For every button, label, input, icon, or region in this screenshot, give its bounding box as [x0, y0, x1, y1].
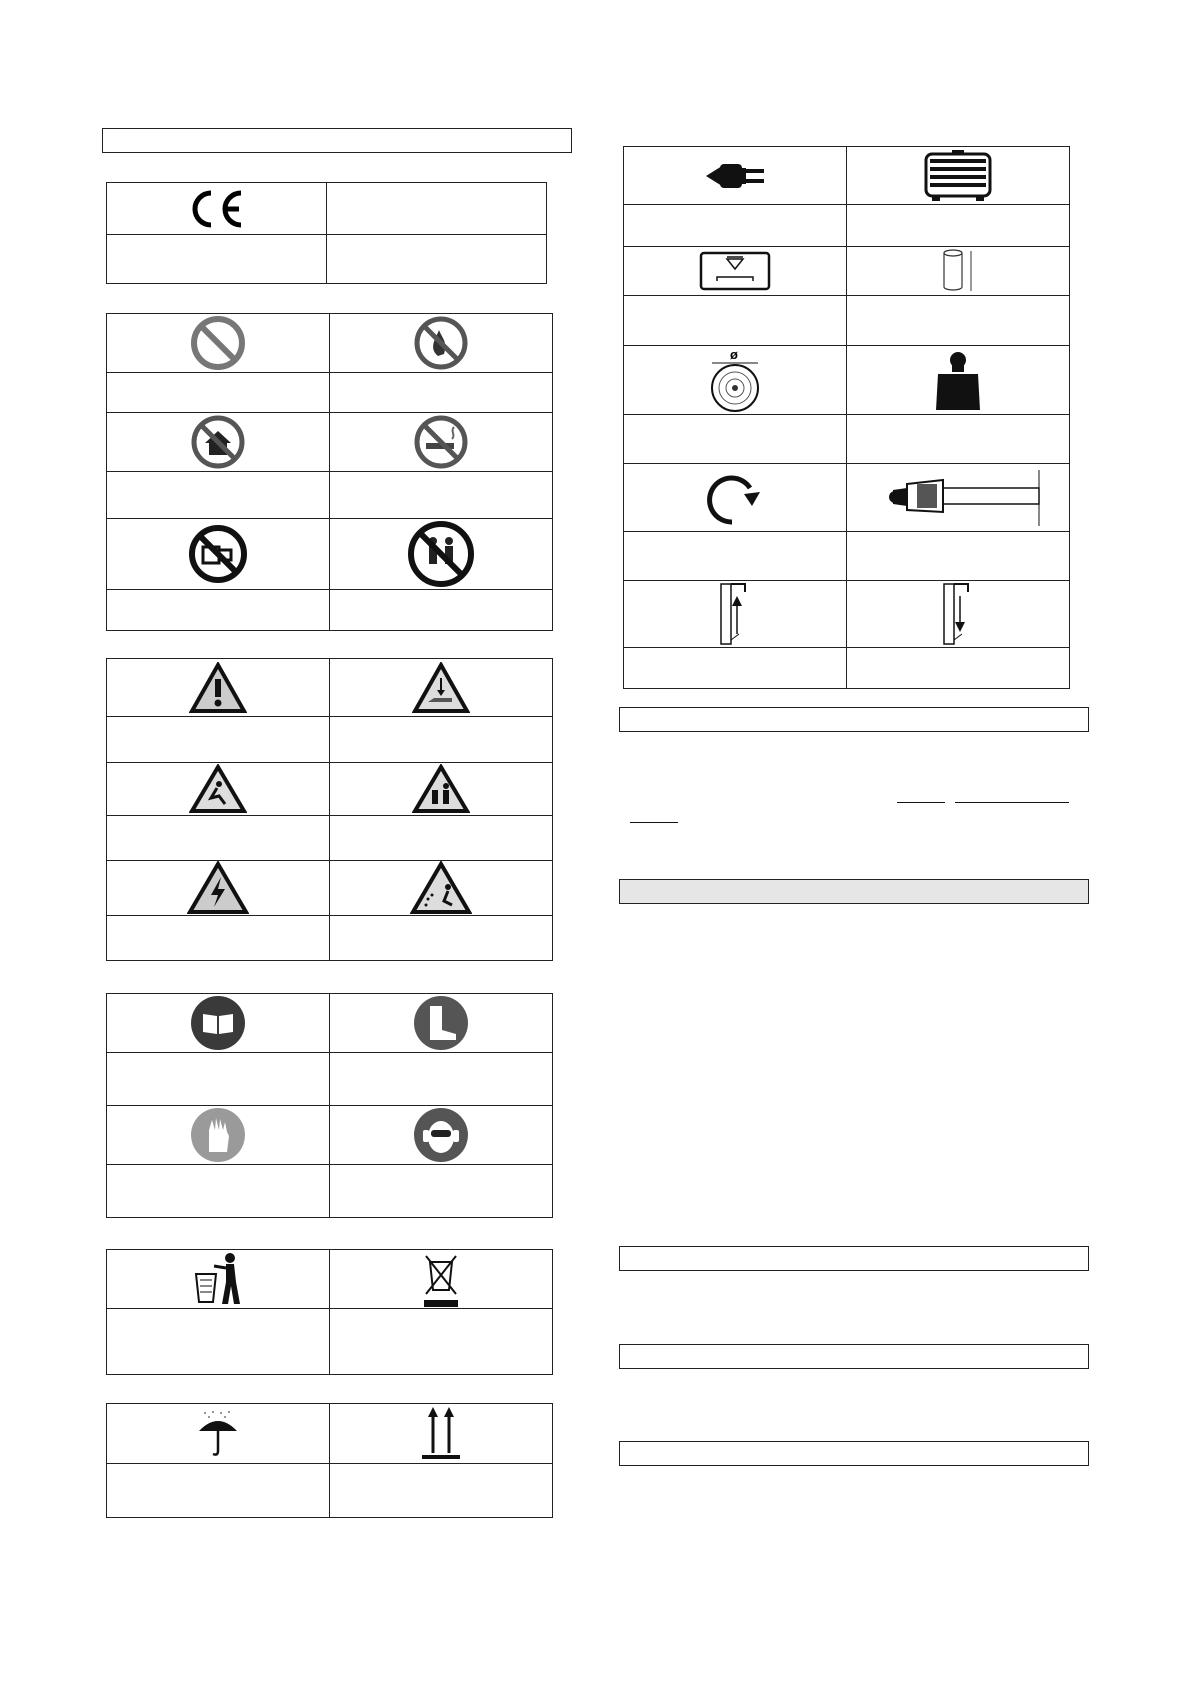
section-header-e: [619, 1441, 1089, 1466]
keep-dry-label: [107, 1489, 329, 1493]
section-header-shaded: [619, 879, 1089, 904]
trip-hazard-icon: [189, 764, 247, 814]
face-ear-protection-icon: [412, 1106, 470, 1164]
log-diameter-icon: [700, 346, 770, 414]
rotation-direction-icon: [700, 466, 770, 530]
litter-bin-label: [107, 1340, 329, 1344]
section-header-b: [619, 707, 1089, 732]
no-smoking-icon: [412, 413, 470, 471]
ram-up-icon: [715, 582, 755, 646]
general-warning-icon: [189, 662, 247, 714]
underline-link-3[interactable]: [630, 822, 678, 823]
packaging-table: [106, 1403, 553, 1518]
ram-down-icon: [938, 582, 978, 646]
safety-boots-icon: [412, 994, 470, 1052]
crush-hazard-label: [330, 738, 552, 742]
log-diameter-label: [624, 437, 846, 441]
power-plug-label: [624, 224, 846, 228]
ce-cell: [107, 183, 327, 235]
section-header-symbols: [102, 128, 572, 153]
rotation-direction-label: [624, 554, 846, 558]
conformity-table: [106, 182, 547, 284]
ram-down-label: [847, 666, 1069, 670]
weight-label: [847, 437, 1069, 441]
weee-label: [330, 1340, 552, 1344]
read-manual-label: [107, 1077, 329, 1081]
no-plug-label: [107, 608, 329, 612]
section-header-d: [619, 1344, 1089, 1369]
splitting-force-icon: [697, 251, 773, 291]
technical-data-table: [623, 146, 1070, 689]
keep-dry-icon: [195, 1409, 241, 1459]
no-bystanders-label: [330, 608, 552, 612]
no-indoor-use-label: [107, 493, 329, 497]
pto-shaft-icon: [873, 466, 1043, 530]
keep-distance-icon: [412, 764, 470, 814]
gloves-icon: [189, 1106, 247, 1164]
ce-label: [327, 207, 546, 211]
svg-text:ø: ø: [730, 347, 738, 362]
no-smoking-label: [330, 493, 552, 497]
log-length-label: [847, 319, 1069, 323]
face-ear-protection-label: [330, 1189, 552, 1193]
no-plug-icon: [187, 523, 249, 585]
disposal-table: [106, 1249, 553, 1375]
read-manual-icon: [189, 994, 247, 1052]
electric-hazard-icon: [187, 861, 249, 915]
section-header-c: [619, 1246, 1089, 1271]
conformity-label-left: [107, 257, 326, 261]
ram-up-label: [624, 666, 846, 670]
warning-table: [106, 658, 553, 961]
ce-mark-icon: [185, 187, 249, 231]
litter-bin-icon: [188, 1250, 248, 1308]
no-bystanders-icon: [406, 519, 476, 589]
prohibition-table: [106, 313, 553, 631]
conformity-label-right: [327, 257, 546, 261]
pto-shaft-label: [847, 554, 1069, 558]
gloves-label: [107, 1189, 329, 1193]
this-way-up-icon: [418, 1405, 464, 1463]
this-way-up-label: [330, 1489, 552, 1493]
splitting-force-label: [624, 319, 846, 323]
electric-hazard-label: [107, 936, 329, 940]
power-plug-icon: [700, 156, 770, 196]
no-open-flame-icon: [412, 314, 470, 372]
mandatory-table: [106, 993, 553, 1218]
flying-debris-icon: [410, 861, 472, 915]
log-length-icon: [933, 247, 983, 295]
no-indoor-use-icon: [189, 413, 247, 471]
no-open-flame-label: [330, 391, 552, 395]
flying-debris-label: [330, 936, 552, 940]
motor-icon: [918, 148, 998, 204]
general-warning-label: [107, 738, 329, 742]
keep-distance-label: [330, 836, 552, 840]
crush-hazard-icon: [412, 662, 470, 714]
underline-link-2[interactable]: [955, 802, 1069, 803]
weee-crossed-bin-icon: [416, 1250, 466, 1308]
underline-link-1[interactable]: [897, 802, 945, 803]
safety-boots-label: [330, 1077, 552, 1081]
prohibition-icon: [189, 314, 247, 372]
prohibition-label: [107, 391, 329, 395]
weight-icon: [930, 348, 986, 412]
trip-hazard-label: [107, 836, 329, 840]
motor-label: [847, 224, 1069, 228]
